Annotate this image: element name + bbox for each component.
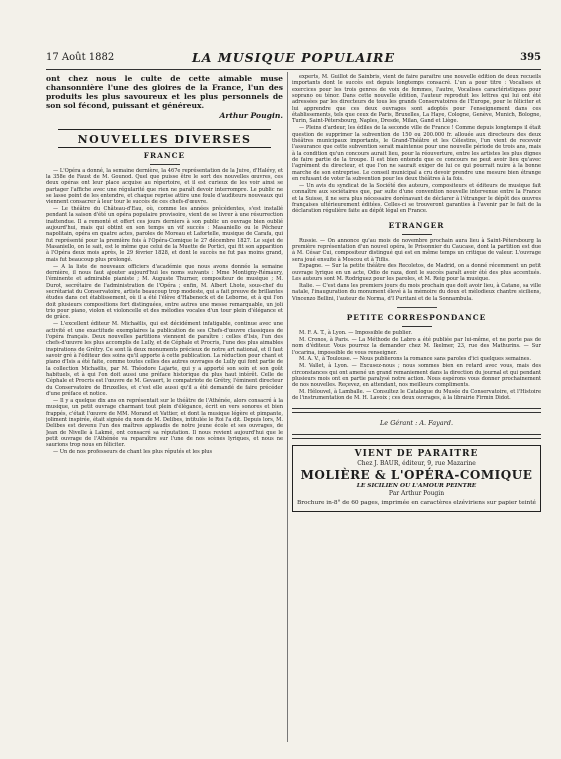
header-page-number: 395 bbox=[520, 52, 541, 63]
subheading-rule bbox=[402, 234, 432, 235]
header-date: 17 Août 1882 bbox=[46, 52, 115, 63]
news-paragraph: — Pleins d'ardeur, les édiles de la seconde ville de France ! Comme depuis longtemps il était question de supprimer la subvention de 150 ou 200.000 fr. allouée aux directeurs des deux théâtres municipaux importants, le Grand-Théâtre et les Célestins, l'un vient de recevoir l'assurance que cette subvention serait maintenue pour une nouvelle période de trois ans, mais à la condition qu'un concours aurait lieu, pour la réouverture, entre les artistes les plus dignes de faire partie de la troupe. Il est bien entendu que ce concours ne peut avoir lieu qu'avec l'agrément du directeur, et que l'on ne saurait exiger de lui ce qui pourrait nuire à la bonne marche de son entreprise. Le conseil municipal a cru devoir prendre une mesure bien étrange en refusant de voter la subvention pour les deux théâtres à la fois. bbox=[292, 125, 541, 182]
column-divider bbox=[287, 72, 288, 742]
ad-author: Par Arthur Pougin bbox=[388, 489, 445, 497]
news-paragraph: — A la liste de nouveaux officiers d'académie que nous avons donnée la semaine dernière, il nous faut ajouter aujourd'hui les noms suivants : Mme Montigny-Rémaury, l'éminente et admirable pianiste ; M. Auguste Thurner, compositeur de musique ; M. Durot, secrétaire de l'administration de l'Opéra ; enfin, M. Albert Lhote, sous-chef du secrétariat du Conservatoire, artiste beaucoup trop modeste, qui a fait preuve de brillantes études dans cet établissement, où il a été l'élève d'Habeneck et de Leborne, et à qui l'on doit plusieurs compositions fort distinguées, entre autres une messe remarquable, un joli trio pour piano, violon et violoncelle et des mélodies vocales d'un tour plein d'élégance et de grâce. bbox=[46, 263, 283, 321]
advertisement-box bbox=[292, 445, 541, 513]
header-rule bbox=[46, 69, 541, 70]
news-paragraph: — Un de nos professeurs de chant les plus réputés et les plus bbox=[53, 449, 213, 456]
ad-book-subtitle: LE SICILIEN OU L'AMOUR PEINTRE bbox=[356, 482, 477, 489]
foreign-news-paragraph: Espagne. — Sur la petite théâtre des Recoletos, de Madrid, on a donné récemment un petit ouvrage lyrique en un acte, Odio de raza, dont le succès paraît avoir été des plus accentués. Les auteurs sont M. Rodriguez pour les paroles, et M. Reig pour la musique. bbox=[292, 263, 541, 283]
news-paragraph: — L'Opéra a donné, la semaine dernière, la 467e représentation de la Juive, d'Halévy, et la 358e de Faust de M. Gounod. Quel que puisse être le sort des nouvelles œuvres, ces deux opéras ont leur place acquise au répertoire, et il est curieux de les voir ainsi se partager l'affiche avec une régularité que rien ne paraît devoir interrompre. Le public ne se lasse point de les entendre, et chaque reprise attire une foule d'auditeurs nouveaux qui viennent consacrer à leur tour le succès de ces chefs-d'œuvre. bbox=[46, 167, 283, 206]
subheading-rule bbox=[150, 164, 180, 165]
correspondance-heading: PETITE CORRESPONDANCE bbox=[346, 313, 487, 322]
ad-publisher: Chez J. BAUR, éditeur, 9, rue Mazarine bbox=[357, 459, 476, 467]
correspondance-item: M. Cronos, à Paris. — La Méthode de Labro a été publiée par lui-même, et ne porte pas de nom d'éditeur. Vous pourrez la demander chez M. Ikelmer, 23, rue des Mathurins. — Sur l'ocarina, impossible de vous renseigner. bbox=[292, 336, 541, 356]
news-paragraph: — Un avis du syndicat de la Société des auteurs, compositeurs et éditeurs de musique fait connaître aux sociétaires que, par suite d'une convention nouvelle intervenue entre la France et la Suisse, il ne sera plus nécessaire dorénavant de déclarer à l'étranger le dépôt des œuvres françaises ultérieurement éditées. Celles-ci se trouveront garanties à l'avenir par le fait de la déclaration régulière faite au dépôt légal en France. bbox=[292, 182, 541, 215]
right-column bbox=[292, 74, 541, 744]
foreign-news-paragraph: Italie. — C'est dans les premiers jours du mois prochain que doit avoir lieu, à Catane, sa ville natale, l'inauguration du monument élevé à la mémoire du doux et mélodieux chantre siciliens, Vincenzo Bellini, l'auteur de Norma, d'I Puritani et de la Sonnambula. bbox=[292, 282, 541, 302]
correspondance-item: M. Vallet, à Lyon. — Excusez-nous ; nous sommes bien en retard avec vous, mais des circonstances qui ont amené un grand remaniement dans la direction du journal et qui pendant plusieurs mois ont en partie paralysé notre action. Nous espérons vous donner prochainement de nos nouvelles. Reçevez, en attendant, nos meilleurs compliments. bbox=[292, 363, 541, 389]
news-paragraph: experts, M. Guillot de Sainbris, vient de faire paraître une nouvelle édition de deux recueils importants dont le succès est depuis longtemps consacré. L'un a pour titre : Vocalises et exercices pour les trois genres de voix de femmes, l'autre, Vocalises caractéristiques pour soprano ou ténor. Dans cette nouvelle édition, l'auteur reproduit les lettres qui lui ont été adressées par les directeurs de tous les grands Conservatoires de l'Europe, pour le féliciter et lui apprendre que ces deux ouvrages sont adoptés pour l'enseignement dans ces établissements, tels que ceux de Paris, Bruxelles, La Haye, Cologne, Genève, Munich, Bologne, Turin, Saint-Pétersbourg, Naples, Dresde, Milan, Gand et Liège. bbox=[292, 74, 541, 125]
left-column bbox=[46, 74, 283, 744]
section-title: NOUVELLES DIVERSES bbox=[77, 132, 252, 146]
intro-signature: Arthur Pougin. bbox=[219, 110, 283, 120]
news-paragraph: — Le théâtre du Château-d'Eau, où, comme les années précédentes, s'est installé pendant la saison d'été un opéra populaire provisoire, vient de se livrer à une résurrection inattendue. Il a remonté et offert ces jours derniers à son public un ouvrage bien oublié aujourd'hui, mais qui obtint en son temps un vif succès : Masaniello ou le Pêcheur napolitain, opéra en quatre actes, paroles de Moreau et Lafortelle, musique de Carafa, qui fut représenté pour la première fois à l'Opéra-Comique le 27 décembre 1827. Le sujet de Masaniello, on le sait, est le même que celui de la Muette de Portici, qui fit son apparition à l'Opéra deux mois après, le 29 février 1828, et dont le succès ne fut pas moins grand, mais fut beaucoup plus prolongé. bbox=[46, 206, 283, 263]
intro-paragraph: ont chez nous le culte de cette aimable muse chansonnière l'une des gloires de la France, l'un des produits les plus savoureux et les plus personnels de son sol fécond, puissant et généreux. bbox=[46, 74, 283, 110]
ad-headline: VIENT DE PARAITRE bbox=[354, 448, 479, 459]
double-rule bbox=[292, 434, 541, 439]
correspondance-item: M. F. A. T., à Lyon. — Impossible de publier. bbox=[299, 330, 412, 336]
subheading-rule bbox=[402, 326, 432, 327]
double-rule bbox=[292, 408, 541, 413]
ad-book-title: MOLIÈRE & L'OPÉRA-COMIQUE bbox=[300, 467, 533, 482]
header-title: LA MUSIQUE POPULAIRE bbox=[192, 50, 395, 65]
correspondance-item: M. A. V., à Toulouse. — Nous publierons la romance sans paroles d'ici quelques semaines. bbox=[299, 356, 531, 363]
france-subheading: FRANCE bbox=[143, 150, 186, 160]
etranger-subheading: ETRANGER bbox=[388, 220, 445, 230]
correspondance-item: M. Hélouvel, à Lamballe. — Consultez le Catalogue du Musée du Conservatoire, et l'Histoire de l'instrumentation de M. H. Lavoix ; ces deux ouvrages, à la librairie Firmin Didot. bbox=[292, 389, 541, 402]
ad-description: Brochure in-8° de 60 pages, imprimée en caractères elzéviriens sur papier teinté bbox=[297, 499, 536, 506]
page-header bbox=[46, 50, 541, 68]
news-paragraph: — Il y a quelque dix ans on représentait sur le théâtre de l'Athénée, alors consacré à la musique, un petit ouvrage charmant tout plein d'élégance, écrit en vers sonores et bien frappés, c'était l'œuvre de MM. Morand et Vattier, et dont la musique légère et pimpante, joliment inspirée, était signée du nom de M. Delibes, intitulée le Roi l'a dit. Depuis lors, M. Delibes est devenu l'un des maîtres applaudis de notre jeune école et ses ouvrages, de Jean de Nivelle à Lakmé, ont consacré sa réputation. Il nous revient aujourd'hui que le petit ouvrage de l'Athénée va reparaître sur l'une de nos scènes lyriques, et nous ne saurions trop nous en féliciter. bbox=[46, 397, 283, 449]
gerant-line: Le Gérant : A. Fayard. bbox=[379, 418, 454, 427]
separator-rule bbox=[397, 307, 437, 308]
foreign-news-paragraph: Russie. — On annonce qu'au mois de novembre prochain aura lieu à Saint-Pétersbourg la première représentation d'un nouvel opéra, le Prisonnier du Caucase, dont la partition est due à M. César Cui, compositeur distingué qui est en même temps un critique de valeur. L'ouvrage sera joué ensuite à Moscou et à Tiflis. bbox=[292, 237, 541, 263]
nouvelles-diverses-heading bbox=[58, 129, 271, 148]
news-paragraph: — L'excellent éditeur M. Michaëlis, qui est décidément infatigable, continue avec une activité et une exactitude exemplaires la publication de ses Chefs-d'œuvre classiques de l'opéra français. Deux nouvelles partitions viennent de paraître : celles d'Isis, l'un des chefs-d'œuvre les plus accomplis de Lully, et de Céphale et Procris, l'une des plus aimables inspirations de Grétry. Ce sont là deux monuments précieux de notre art national, et il faut savoir gré à l'éditeur des soins qu'il apporte à cette publication. La réduction pour chant et piano d'Isis a été faite, comme toutes celles des autres ouvrages de Lully qui font partie de la collection Michaëlis, par M. Théodore Lajarte, qui y a apporté son soin et son goût habituels, et à qui l'on doit aussi une préface historique du plus haut intérêt. Celle de Céphale et Procris est l'œuvre de M. Gevaert, le compatriote de Grétry, l'éminent directeur du Conservatoire de Bruxelles, et c'est elle aussi qu'il a été demandé de faire précéder d'une préface et notice. bbox=[46, 321, 283, 398]
